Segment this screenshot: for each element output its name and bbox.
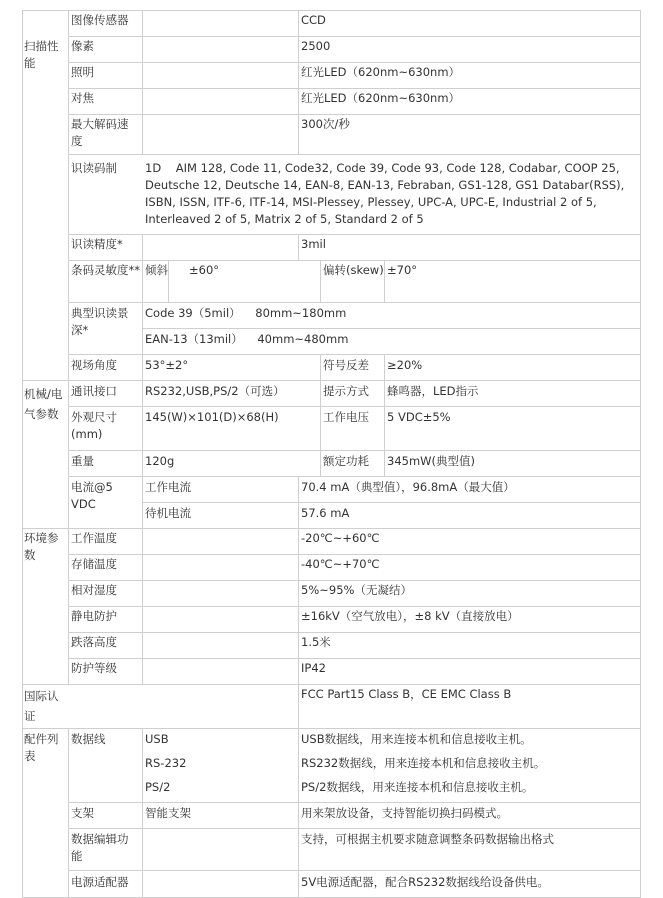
label-data-cable: 数据线 [71,732,106,746]
value-ip-rating: IP42 [301,661,326,675]
label-esd: 静电防护 [71,609,117,623]
value-working-current: 70.4 mA（典型值），96.8mA（最大值） [301,480,515,494]
value-dof-code39: Code 39（5mil） 80mm~180mm [145,306,347,320]
label-barcode-sensitivity: 条码灵敏度** [71,263,140,277]
label-dimensions: 外观尺寸(mm) [71,410,117,441]
value-symbologies: 1D AIM 128, Code 11, Code32, Code 39, Code 93, Code 128, Codabar, COOP 25, Deutsche 12, Deutsche 14, EAN-8, EAN-13, Febraban, GS1-128, GS1 Databar(RSS), ISBN, ISSN, ITF-6, ITF-14, MSI-Plessey, Plessey, UPC-A, UPC-E, Industrial 2 of 5, Interleaved 2 of 5, Matrix 2 of 5, Standard 2 of 5 [145,161,628,226]
label-power-adapter: 电源适配器 [71,875,129,889]
cable-desc-ps2: PS/2数据线，用来连接本机和信息接收主机。 [301,780,534,794]
value-weight: 120g [145,454,175,468]
label-skew: 偏转(skew) [323,263,384,277]
value-image-sensor: CCD [301,13,326,27]
value-operating-temp: -20℃~+60℃ [301,531,380,545]
value-storage-temp: -40℃~+70℃ [301,557,380,571]
group-mech-electrical: 机械/电气参数 [24,387,63,421]
label-ip-rating: 防护等级 [71,661,117,675]
group-environment: 环境参数 [24,531,59,562]
label-focus: 对焦 [71,91,94,105]
label-field-of-view: 视场角度 [71,358,117,372]
label-symbol-contrast: 符号反差 [323,358,369,372]
value-dof-ean13: EAN-13（13mil） 40mm~480mm [145,332,349,346]
label-rated-power: 额定功耗 [323,454,369,468]
label-depth-of-field: 典型识读景深* [71,306,129,337]
value-stand-desc: 用来架放设备，支持智能切换扫码模式。 [301,806,508,820]
value-humidity: 5%~95%（无凝结） [301,583,412,597]
label-data-editing: 数据编辑功能 [71,832,129,863]
group-accessories: 配件列表 [24,732,59,763]
value-read-precision: 3mil [301,237,326,251]
cable-type-ps2: PS/2 [145,780,171,794]
label-drop-height: 跌落高度 [71,635,117,649]
group-certification: 国际认证 [24,689,59,723]
value-power-adapter: 5V电源适配器，配合RS232数据线给设备供电。 [301,875,549,889]
value-pixels: 2500 [301,39,331,53]
value-prompt-mode: 蜂鸣器，LED指示 [387,384,479,398]
label-humidity: 相对湿度 [71,583,117,597]
value-standby-current: 57.6 mA [301,506,350,520]
label-pixels: 像素 [71,39,94,53]
label-storage-temp: 存储温度 [71,557,117,571]
label-image-sensor: 图像传感器 [71,13,129,27]
label-stand: 支架 [71,806,94,820]
cable-desc-usb: USB数据线，用来连接本机和信息接收主机。 [301,732,532,746]
value-drop-height: 1.5米 [301,635,331,649]
label-symbologies: 识读码制 [71,161,117,175]
label-current: 电流@5 VDC [71,480,113,511]
label-tilt: 倾斜 [145,263,168,277]
value-stand-type: 智能支架 [145,806,191,820]
group-scan-performance: 扫描性能 [24,39,59,70]
value-illumination: 红光LED（620nm~630nm） [301,65,461,79]
cable-type-rs232: RS-232 [145,756,187,770]
value-certification: FCC Part15 Class B，CE EMC Class B [301,687,512,701]
cable-desc-rs232: RS232数据线，用来连接本机和信息接收主机。 [301,756,546,770]
cable-type-usb: USB [145,732,169,746]
label-operating-temp: 工作温度 [71,531,117,545]
value-operating-voltage: 5 VDC±5% [387,410,451,424]
value-tilt: ±60° [189,263,220,277]
value-skew: ±70° [387,263,418,277]
label-weight: 重量 [71,454,94,468]
value-rated-power: 345mW(典型值) [387,454,475,468]
value-data-editing: 支持，可根据主机要求随意调整条码数据输出格式 [301,832,554,846]
value-symbol-contrast: ≥20% [387,358,423,372]
label-working-current: 工作电流 [145,480,191,494]
value-dimensions: 145(W)×101(D)×68(H) [145,410,279,424]
label-decode-speed: 最大解码速度 [71,117,129,148]
value-esd: ±16kV（空气放电），±8 kV（直接放电） [301,609,519,623]
label-illumination: 照明 [71,65,94,79]
label-standby-current: 待机电流 [145,506,191,520]
value-decode-speed: 300次/秒 [301,117,350,131]
value-field-of-view: 53°±2° [145,358,189,372]
label-read-precision: 识读精度* [71,237,123,251]
value-focus: 红光LED（620nm~630nm） [301,91,461,105]
label-interface: 通讯接口 [71,384,117,398]
label-operating-voltage: 工作电压 [323,410,369,424]
label-prompt-mode: 提示方式 [323,384,369,398]
value-interface: RS232,USB,PS/2（可选） [145,384,285,398]
